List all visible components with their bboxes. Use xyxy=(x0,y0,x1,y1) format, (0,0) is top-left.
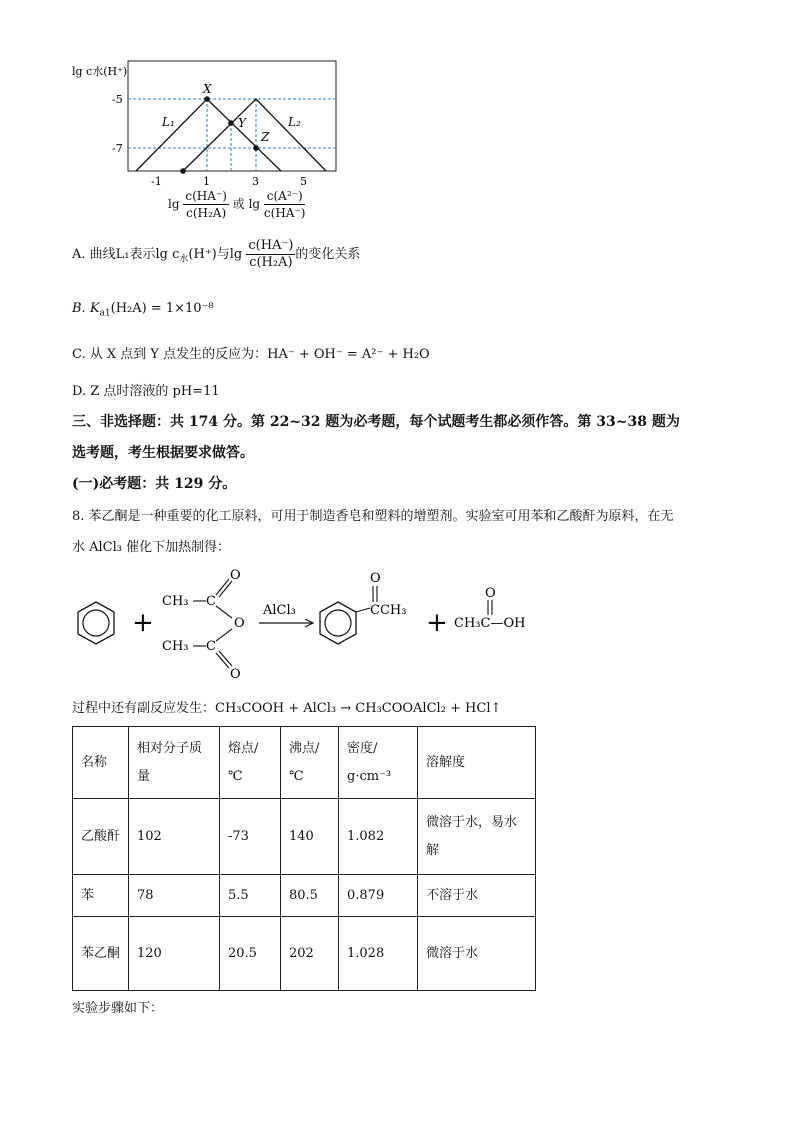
plus-sign: + xyxy=(426,608,448,638)
curve-l1 xyxy=(136,99,281,171)
o-acid: O xyxy=(485,586,496,601)
point-label-z: Z xyxy=(261,130,270,144)
c-bottom: C xyxy=(206,639,216,654)
table-cell: 0.879 xyxy=(339,875,418,917)
table-cell: 苯 xyxy=(73,875,129,917)
fraction-denominator: c(HA⁻) xyxy=(263,206,306,220)
y-tick: -7 xyxy=(112,142,123,155)
table-cell: 1.028 xyxy=(339,917,418,991)
point-label-x: X xyxy=(203,82,212,96)
option-a-suffix: 的变化关系 xyxy=(295,247,361,262)
fraction-numerator: c(HA⁻) xyxy=(185,189,227,203)
section-heading-line2: 选考题，考生根据要求做答。 xyxy=(72,445,254,461)
x-axis-lg: lg xyxy=(168,197,180,211)
table-cell: 78 xyxy=(129,875,220,917)
option-a-mid: (H⁺)与lg xyxy=(188,247,243,262)
curve-l2 xyxy=(183,99,326,171)
point-label-y: Y xyxy=(238,116,246,130)
benzene-ring-circle xyxy=(83,610,109,636)
point-x xyxy=(204,96,210,102)
ch3-bottom: CH₃ xyxy=(162,639,189,654)
table-cell: 20.5 xyxy=(220,917,281,991)
benzene-ring-circle xyxy=(325,610,351,636)
o-product: O xyxy=(370,571,381,586)
table-header-cell: 密度/ g·cm⁻³ xyxy=(339,727,418,799)
option-a-fraction xyxy=(246,238,295,271)
reaction-scheme xyxy=(66,564,546,682)
option-a xyxy=(72,238,360,271)
question8-line2: 水 AlCl₃ 催化下加热制得： xyxy=(72,540,231,555)
x-axis-or: 或 lg xyxy=(232,197,261,211)
option-a-prefix: A. 曲线L₁表示lg c xyxy=(72,247,180,262)
y-tick: -5 xyxy=(112,93,123,106)
fraction-numerator: c(A²⁻) xyxy=(264,188,306,205)
bond xyxy=(216,606,232,618)
point-y xyxy=(228,120,234,126)
x-tick: 1 xyxy=(203,175,210,188)
table-cell: -73 xyxy=(220,799,281,875)
table-row xyxy=(73,799,536,875)
option-c: C. 从 X 点到 Y 点发生的反应为：HA⁻ + OH⁻ = A²⁻ + H₂O xyxy=(72,347,430,362)
option-b-sub: a1 xyxy=(99,308,111,319)
curve-label-l2: L₂ xyxy=(288,115,301,129)
table-row xyxy=(73,917,536,991)
table-cell: 140 xyxy=(281,799,339,875)
o-bridge: O xyxy=(234,616,245,631)
o-top: O xyxy=(230,568,241,583)
table-cell: 乙酸酐 xyxy=(73,799,129,875)
section-subheading: (一)必考题：共 129 分。 xyxy=(72,476,237,492)
x-tick: -1 xyxy=(151,175,162,188)
option-a-sub: 水 xyxy=(179,254,189,265)
plus-sign: + xyxy=(132,608,154,638)
table-cell: 202 xyxy=(281,917,339,991)
acetic-acid: CH₃C—OH xyxy=(454,616,526,631)
table-header-row xyxy=(73,727,536,799)
table-header-cell: 溶解度 xyxy=(418,727,536,799)
catalyst-label: AlCl₃ xyxy=(263,603,296,618)
option-b xyxy=(72,301,214,319)
x-axis-fraction-right xyxy=(264,188,306,221)
properties-table xyxy=(72,726,536,991)
point-z xyxy=(253,145,259,151)
table-cell: 不溶于水 xyxy=(418,875,536,917)
x-tick: 5 xyxy=(300,175,307,188)
table-header-cell: 相对分子质量 xyxy=(129,727,220,799)
y-axis-label: lg c水(H⁺) xyxy=(72,65,128,78)
fraction-numerator: c(HA⁻) xyxy=(248,238,294,253)
table-cell: 120 xyxy=(129,917,220,991)
graph-frame xyxy=(128,61,336,171)
table-cell: 微溶于水 xyxy=(418,917,536,991)
fraction-denominator: c(H₂A) xyxy=(249,255,293,270)
bond xyxy=(356,608,370,612)
bond xyxy=(216,629,232,641)
curve-label-l1: L₁ xyxy=(162,115,175,129)
o-bottom: O xyxy=(230,667,241,682)
table-cell: 102 xyxy=(129,799,220,875)
ch3-top: CH₃ xyxy=(162,594,189,609)
table-row xyxy=(73,875,536,917)
option-b-rest: (H₂A) = 1×10⁻⁸ xyxy=(110,301,214,316)
product-group: CCH₃ xyxy=(370,603,407,618)
table-cell: 80.5 xyxy=(281,875,339,917)
option-b-k: B. K xyxy=(72,301,100,316)
table-header-cell: 熔点/℃ xyxy=(220,727,281,799)
table-header-cell: 名称 xyxy=(73,727,129,799)
table-header-cell: 沸点/℃ xyxy=(281,727,339,799)
footer-line: 实验步骤如下： xyxy=(72,1001,164,1016)
fraction-denominator: c(H₂A) xyxy=(186,206,227,220)
question8-line1: 8. 苯乙酮是一种重要的化工原料，可用于制造香皂和塑料的增塑剂。实验室可用苯和乙酸酐为原料，在无 xyxy=(72,509,674,524)
x-tick: 3 xyxy=(252,175,259,188)
table-cell: 微溶于水，易水解 xyxy=(418,799,536,875)
option-d: D. Z 点时溶液的 pH=11 xyxy=(72,384,220,399)
side-reaction: 过程中还有副反应发生：CH₃COOH + AlCl₃ → CH₃COOAlCl₂ + HCl↑ xyxy=(72,701,502,716)
x-axis-label xyxy=(168,188,305,221)
point-origin xyxy=(180,168,186,174)
table-cell: 苯乙酮 xyxy=(73,917,129,991)
table-cell: 5.5 xyxy=(220,875,281,917)
table-cell: 1.082 xyxy=(339,799,418,875)
c-top: C xyxy=(206,594,216,609)
x-axis-fraction-left xyxy=(183,188,229,221)
section-heading-line1: 三、非选择题：共 174 分。第 22~32 题为必考题，每个试题考生都必须作答。第 33~38 题为 xyxy=(72,414,680,430)
